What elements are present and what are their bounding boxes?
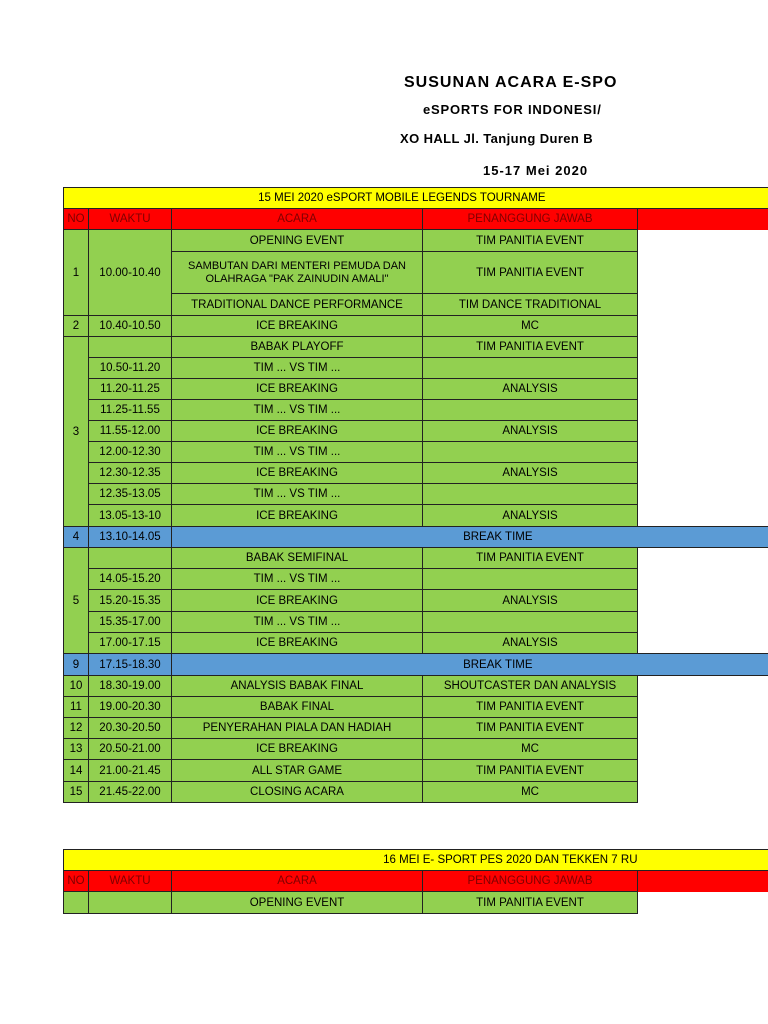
row-waktu: 10.40-10.50	[89, 316, 172, 337]
table-title-row	[64, 850, 768, 871]
row-pj: TIM PANITIA EVENT	[423, 760, 638, 782]
row-no: 13	[64, 739, 89, 760]
break-row	[64, 527, 768, 548]
row-no	[64, 892, 89, 914]
venue-text: XO HALL Jl. Tanjung Duren B	[400, 131, 594, 146]
table-row	[64, 337, 768, 358]
row-waktu: 20.30-20.50	[89, 718, 172, 739]
table-row	[64, 760, 768, 782]
row-pj: ANALYSIS	[423, 633, 638, 654]
row-waktu: 13.10-14.05	[89, 527, 172, 548]
row-pj: ANALYSIS	[423, 590, 638, 612]
row-waktu: 10.50-11.20	[89, 358, 172, 379]
row-waktu: 14.05-15.20	[89, 569, 172, 590]
table-row	[64, 463, 768, 484]
break-label: BREAK TIME	[172, 527, 638, 548]
schedule-table-day2	[63, 849, 768, 914]
row-waktu: 11.25-11.55	[89, 400, 172, 421]
row-acara: TRADITIONAL DANCE PERFORMANCE	[172, 294, 423, 316]
row-pj: TIM PANITIA EVENT	[423, 718, 638, 739]
break-label: BREAK TIME	[172, 654, 638, 676]
table-row	[64, 590, 768, 612]
table-row	[64, 421, 768, 442]
row-pj: MC	[423, 739, 638, 760]
table-row	[64, 442, 768, 463]
row-acara: ICE BREAKING	[172, 505, 423, 527]
table-row	[64, 739, 768, 760]
row-no: 15	[64, 782, 89, 803]
row-acara: ANALYSIS BABAK FINAL	[172, 676, 423, 697]
row-waktu: 12.30-12.35	[89, 463, 172, 484]
row-acara: ICE BREAKING	[172, 633, 423, 654]
row-pj: MC	[423, 316, 638, 337]
table-row	[64, 633, 768, 654]
table-row	[64, 316, 768, 337]
column-header-no: NO	[64, 871, 89, 892]
row-pj: TIM DANCE TRADITIONAL	[423, 294, 638, 316]
table-row	[64, 612, 768, 633]
row-waktu: 18.30-19.00	[89, 676, 172, 697]
table-row	[64, 676, 768, 697]
column-header-row	[64, 209, 768, 230]
row-pj	[423, 400, 638, 421]
table-row	[64, 379, 768, 400]
row-acara: OPENING EVENT	[172, 230, 423, 252]
row-acara: ICE BREAKING	[172, 590, 423, 612]
row-acara: SAMBUTAN DARI MENTERI PEMUDA DAN OLAHRAGA "PAK ZAINUDIN AMALI"	[172, 252, 423, 294]
row-pj	[423, 569, 638, 590]
row-waktu	[89, 337, 172, 358]
row-waktu: 21.45-22.00	[89, 782, 172, 803]
row-no: 5	[64, 548, 89, 654]
row-acara: ICE BREAKING	[172, 463, 423, 484]
row-acara: ICE BREAKING	[172, 316, 423, 337]
break-row	[64, 654, 768, 676]
table-title-row	[64, 188, 768, 209]
table-title: 16 MEI E- SPORT PES 2020 DAN TEKKEN 7 RU	[64, 850, 638, 871]
row-pj: ANALYSIS	[423, 505, 638, 527]
row-waktu: 10.00-10.40	[89, 230, 172, 316]
row-acara: ICE BREAKING	[172, 379, 423, 400]
row-waktu: 21.00-21.45	[89, 760, 172, 782]
page-title: SUSUNAN ACARA E-SPO	[404, 74, 618, 91]
column-header-acara: ACARA	[172, 209, 423, 230]
column-header-acara: ACARA	[172, 871, 423, 892]
row-no: 11	[64, 697, 89, 718]
row-acara: TIM ... VS TIM ...	[172, 569, 423, 590]
row-acara: ALL STAR GAME	[172, 760, 423, 782]
event-dates: 15-17 Mei 2020	[483, 163, 589, 178]
row-waktu: 17.00-17.15	[89, 633, 172, 654]
row-pj: ANALYSIS	[423, 463, 638, 484]
row-acara: BABAK FINAL	[172, 697, 423, 718]
table-row	[64, 230, 768, 252]
row-waktu: 12.35-13.05	[89, 484, 172, 505]
table-row	[64, 358, 768, 379]
row-no: 10	[64, 676, 89, 697]
table-row	[64, 400, 768, 421]
row-acara: PENYERAHAN PIALA DAN HADIAH	[172, 718, 423, 739]
row-pj	[423, 442, 638, 463]
row-waktu: 12.00-12.30	[89, 442, 172, 463]
row-acara: BABAK SEMIFINAL	[172, 548, 423, 569]
row-acara: BABAK PLAYOFF	[172, 337, 423, 358]
table-row	[64, 718, 768, 739]
row-no: 4	[64, 527, 89, 548]
row-acara: TIM ... VS TIM ...	[172, 358, 423, 379]
row-no: 14	[64, 760, 89, 782]
row-waktu: 15.20-15.35	[89, 590, 172, 612]
row-no: 1	[64, 230, 89, 316]
page-subtitle: eSPORTS FOR INDONESI/	[423, 102, 602, 117]
row-acara: TIM ... VS TIM ...	[172, 400, 423, 421]
table-row	[64, 484, 768, 505]
row-acara: TIM ... VS TIM ...	[172, 612, 423, 633]
row-pj: TIM PANITIA EVENT	[423, 892, 638, 914]
row-acara: ICE BREAKING	[172, 739, 423, 760]
row-no: 2	[64, 316, 89, 337]
row-waktu: 15.35-17.00	[89, 612, 172, 633]
table-row	[64, 505, 768, 527]
column-header-row	[64, 871, 768, 892]
row-no: 12	[64, 718, 89, 739]
column-header-pj: PENANGGUNG JAWAB	[423, 871, 638, 892]
row-pj	[423, 484, 638, 505]
table-row	[64, 697, 768, 718]
schedule-table-day1	[63, 187, 768, 803]
row-pj: ANALYSIS	[423, 421, 638, 442]
row-pj: TIM PANITIA EVENT	[423, 252, 638, 294]
row-pj: TIM PANITIA EVENT	[423, 337, 638, 358]
row-acara: TIM ... VS TIM ...	[172, 442, 423, 463]
row-waktu	[89, 548, 172, 569]
row-waktu	[89, 892, 172, 914]
row-pj	[423, 358, 638, 379]
row-acara: OPENING EVENT	[172, 892, 423, 914]
row-waktu: 20.50-21.00	[89, 739, 172, 760]
column-header-no: NO	[64, 209, 89, 230]
table-row	[64, 569, 768, 590]
row-no: 3	[64, 337, 89, 527]
row-acara: TIM ... VS TIM ...	[172, 484, 423, 505]
table-row	[64, 548, 768, 569]
row-pj	[423, 612, 638, 633]
row-waktu: 13.05-13-10	[89, 505, 172, 527]
row-pj: TIM PANITIA EVENT	[423, 548, 638, 569]
row-pj: TIM PANITIA EVENT	[423, 230, 638, 252]
row-acara: ICE BREAKING	[172, 421, 423, 442]
column-header-waktu: WAKTU	[89, 209, 172, 230]
table-row	[64, 892, 768, 914]
row-no: 9	[64, 654, 89, 676]
table-title: 15 MEI 2020 eSPORT MOBILE LEGENDS TOURNAME	[64, 188, 638, 209]
row-waktu: 17.15-18.30	[89, 654, 172, 676]
row-waktu: 11.55-12.00	[89, 421, 172, 442]
row-pj: ANALYSIS	[423, 379, 638, 400]
row-pj: MC	[423, 782, 638, 803]
table-row	[64, 782, 768, 803]
row-acara: CLOSING ACARA	[172, 782, 423, 803]
row-waktu: 19.00-20.30	[89, 697, 172, 718]
column-header-waktu: WAKTU	[89, 871, 172, 892]
column-header-pj: PENANGGUNG JAWAB	[423, 209, 638, 230]
row-waktu: 11.20-11.25	[89, 379, 172, 400]
row-pj: SHOUTCASTER DAN ANALYSIS	[423, 676, 638, 697]
row-pj: TIM PANITIA EVENT	[423, 697, 638, 718]
